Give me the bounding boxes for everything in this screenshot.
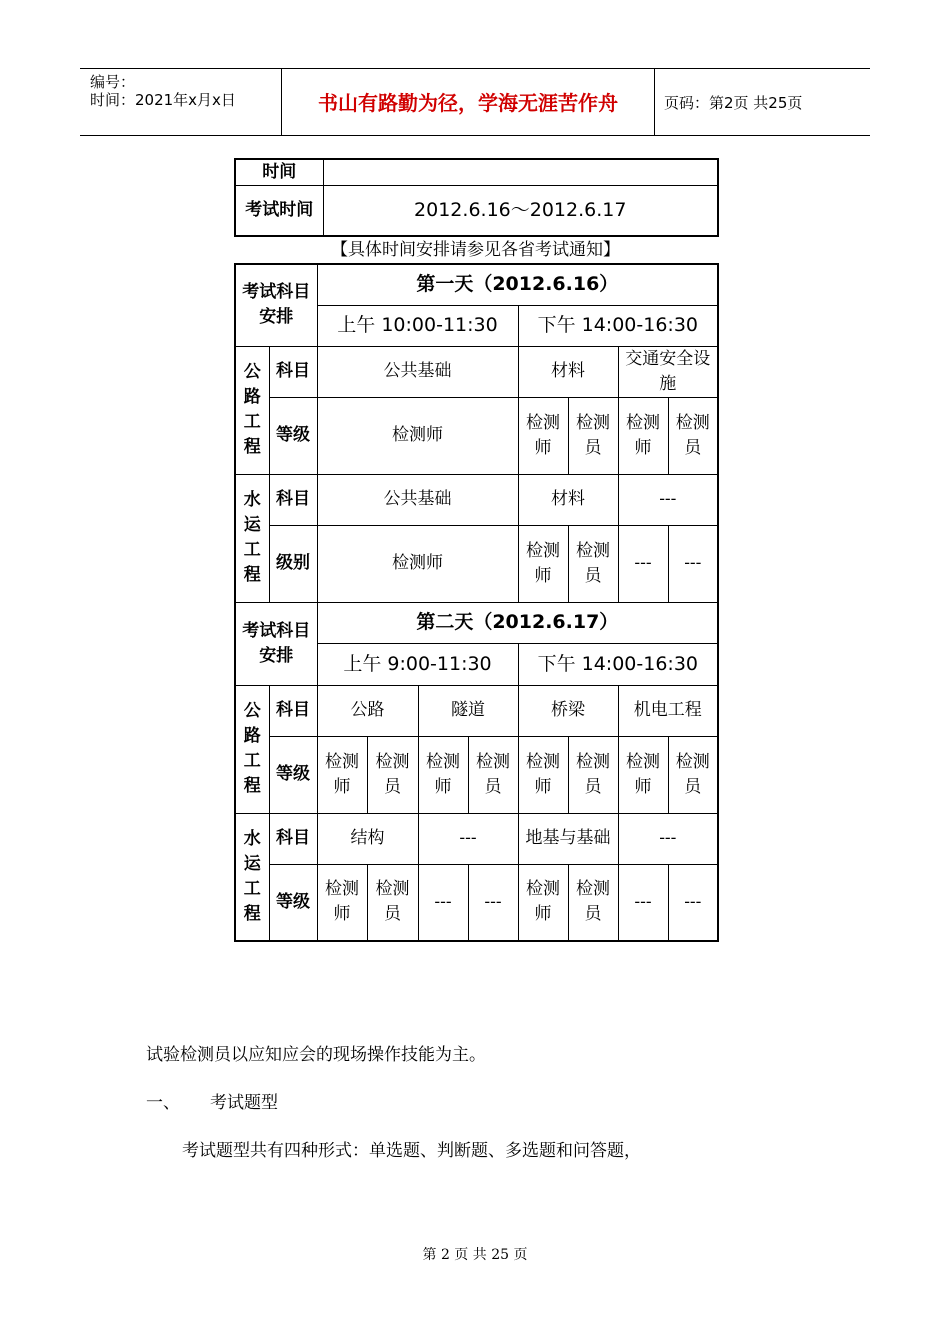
- exam-time-label: 考试时间: [235, 186, 323, 236]
- day2-wt-grade: ---: [668, 864, 718, 941]
- day2-wt-subject: 结构: [317, 813, 418, 864]
- header-page-code: 页码：第2页 共25页: [664, 94, 803, 112]
- header-number-label: 编号：: [90, 73, 136, 91]
- day2-wt-grade: ---: [618, 864, 668, 941]
- day1-hw-subject: 公共基础: [317, 346, 518, 397]
- day2-wt-subject: 地基与基础: [518, 813, 618, 864]
- day1-hw-subject: 交通安全设施: [618, 346, 718, 397]
- page-footer: 第 2 页 共 25 页: [422, 1247, 528, 1263]
- day1-wt-subject: ---: [618, 474, 718, 525]
- day2-wt-subject: ---: [618, 813, 718, 864]
- day2-hw-grade: 检测员: [668, 736, 718, 813]
- day1-hw-subject: 材料: [518, 346, 618, 397]
- exam-schedule-table: [234, 263, 719, 942]
- header-bottom-rule: [80, 135, 870, 136]
- day1-wt-grade: 检测师: [518, 525, 568, 602]
- day2-water-label: 水 运 工 程: [235, 813, 269, 941]
- day2-wt-grade: ---: [468, 864, 518, 941]
- day2-wt-grade-label: 等级: [269, 864, 317, 941]
- section-title: 考试题型: [210, 1093, 278, 1113]
- day1-highway-label: 公 路 工 程: [235, 346, 269, 474]
- day2-morning: 上午 9:00-11:30: [317, 643, 518, 685]
- exam-time-table: [234, 158, 719, 237]
- day2-hw-grade: 检测员: [568, 736, 618, 813]
- day1-hw-grade-label: 等级: [269, 397, 317, 474]
- day1-wt-subject-label: 科目: [269, 474, 317, 525]
- day1-wt-grade: 检测师: [317, 525, 518, 602]
- day1-hw-grade: 检测员: [668, 397, 718, 474]
- day2-title: 第二天（2012.6.17）: [317, 602, 718, 643]
- day2-hw-grade: 检测员: [468, 736, 518, 813]
- day2-hw-subject-label: 科目: [269, 685, 317, 736]
- day2-hw-grade: 检测师: [418, 736, 468, 813]
- day1-hw-grade: 检测师: [518, 397, 568, 474]
- header-slogan: 书山有路勤为径，学海无涯苦作舟: [318, 91, 618, 115]
- day1-wt-level-label: 级别: [269, 525, 317, 602]
- schedule-note: 【具体时间安排请参见各省考试通知】: [331, 240, 620, 260]
- paragraph-1: 试验检测员以应知应会的现场操作技能为主。: [146, 1045, 486, 1065]
- day1-water-label: 水 运 工 程: [235, 474, 269, 602]
- day2-hw-grade: 检测员: [367, 736, 418, 813]
- day2-wt-grade: ---: [418, 864, 468, 941]
- day1-afternoon: 下午 14:00-16:30: [518, 305, 718, 346]
- header-time: 时间：2021年x月x日: [90, 91, 236, 109]
- day2-wt-grade: 检测师: [317, 864, 367, 941]
- day1-hw-grade: 检测员: [568, 397, 618, 474]
- header-top-rule: [80, 68, 870, 69]
- day2-hw-subject: 隧道: [418, 685, 518, 736]
- arrange-label: 考试科目安排: [235, 264, 317, 346]
- arrange-label: 考试科目安排: [235, 602, 317, 685]
- day2-hw-grade-label: 等级: [269, 736, 317, 813]
- day1-wt-subject: 公共基础: [317, 474, 518, 525]
- day1-hw-grade: 检测师: [317, 397, 518, 474]
- day1-wt-grade: ---: [618, 525, 668, 602]
- day2-hw-grade: 检测师: [618, 736, 668, 813]
- day2-hw-grade: 检测师: [518, 736, 568, 813]
- day2-wt-subject: ---: [418, 813, 518, 864]
- day1-hw-grade: 检测师: [618, 397, 668, 474]
- day2-hw-grade: 检测师: [317, 736, 367, 813]
- day2-hw-subject: 公路: [317, 685, 418, 736]
- day2-wt-grade: 检测员: [367, 864, 418, 941]
- exam-time-value: 2012.6.16～2012.6.17: [323, 186, 718, 236]
- day2-wt-grade: 检测师: [518, 864, 568, 941]
- day2-wt-grade: 检测员: [568, 864, 618, 941]
- day2-hw-subject: 机电工程: [618, 685, 718, 736]
- day1-wt-grade: 检测员: [568, 525, 618, 602]
- day2-highway-label: 公 路 工 程: [235, 685, 269, 813]
- day2-hw-subject: 桥梁: [518, 685, 618, 736]
- day1-title: 第一天（2012.6.16）: [317, 264, 718, 305]
- header-divider: [654, 68, 655, 136]
- section-number: 一、: [146, 1093, 180, 1113]
- day1-morning: 上午 10:00-11:30: [317, 305, 518, 346]
- day1-wt-grade: ---: [668, 525, 718, 602]
- day2-wt-subject-label: 科目: [269, 813, 317, 864]
- day1-wt-subject: 材料: [518, 474, 618, 525]
- time-label: 时间: [235, 159, 323, 186]
- day2-afternoon: 下午 14:00-16:30: [518, 643, 718, 685]
- paragraph-2: 考试题型共有四种形式：单选题、判断题、多选题和问答题，: [182, 1141, 641, 1161]
- time-value: [323, 159, 718, 186]
- day1-hw-subject-label: 科目: [269, 346, 317, 397]
